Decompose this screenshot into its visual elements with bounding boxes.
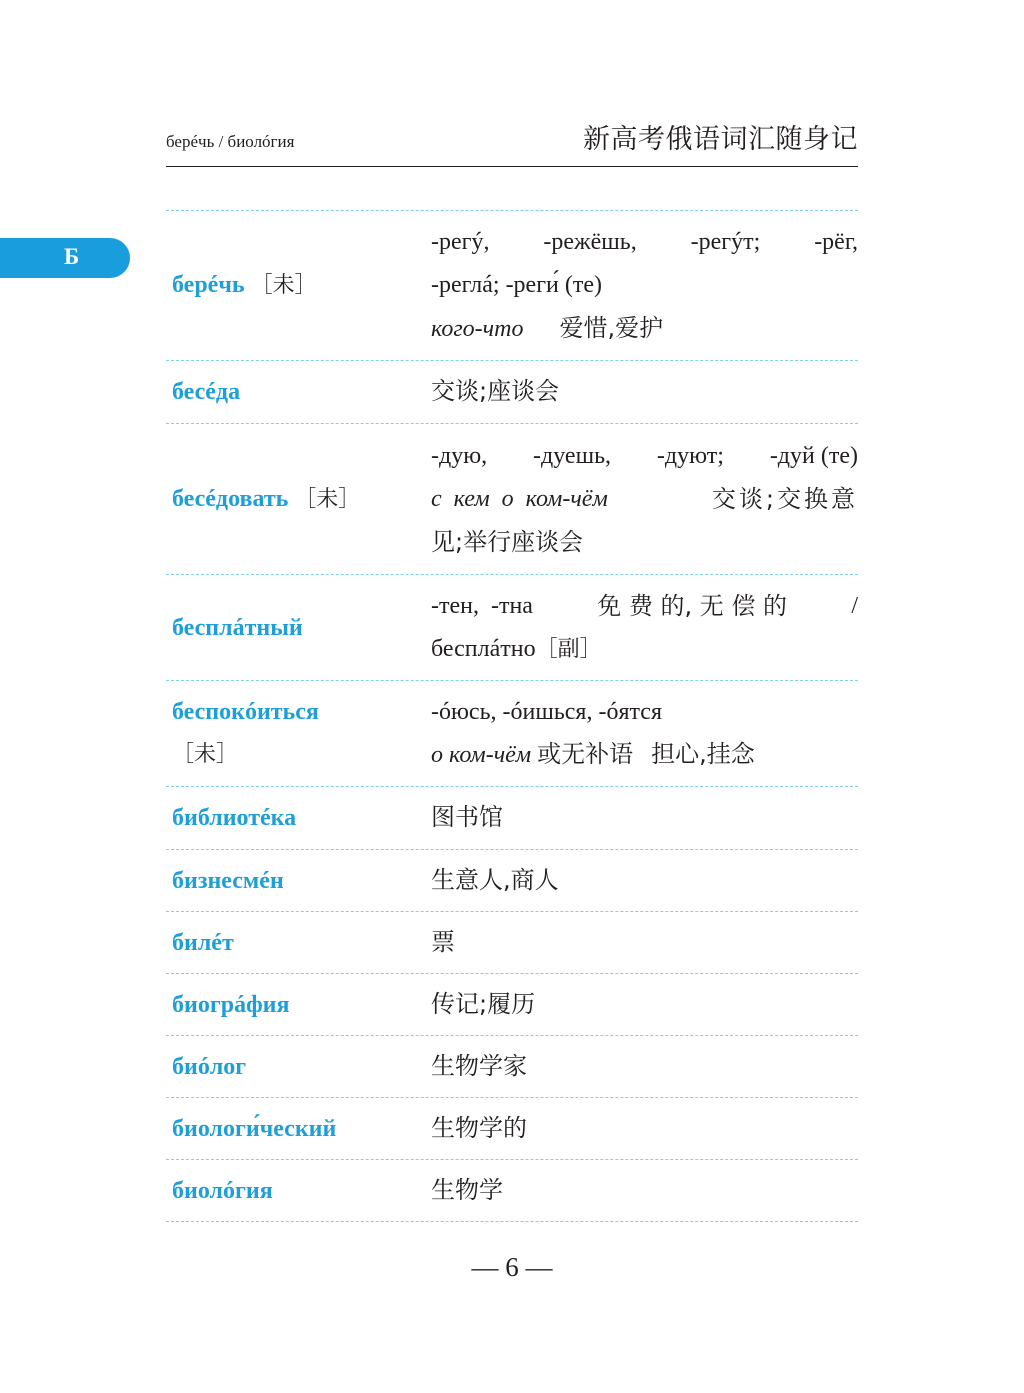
entry-head xyxy=(166,1107,431,1151)
form: -дуешь, xyxy=(533,442,612,469)
entry-besplatny xyxy=(166,575,858,681)
entry-biologiya xyxy=(166,1160,858,1222)
entry-biznesmen xyxy=(166,850,858,912)
entry-head xyxy=(166,477,431,522)
entry-head xyxy=(166,606,431,650)
meaning: 担心,挂念 xyxy=(651,740,755,768)
headword: бесéда xyxy=(172,379,241,405)
entry-body xyxy=(431,691,858,776)
entry-head xyxy=(166,691,431,776)
entry-head xyxy=(166,921,431,965)
entry-head xyxy=(166,370,431,414)
aspect-tag: ［未］ xyxy=(294,486,361,512)
form: -дую, xyxy=(431,442,488,469)
meaning-continued: 见;举行座谈会 xyxy=(431,527,584,556)
entry-biolog xyxy=(166,1036,858,1098)
entry-body xyxy=(431,983,858,1027)
headword: беспокóиться xyxy=(172,699,319,725)
entry-head xyxy=(166,859,431,903)
meaning-line xyxy=(431,733,858,776)
entry-berech xyxy=(166,211,858,361)
headword: билéт xyxy=(172,929,234,956)
headword: библиотéка xyxy=(172,805,297,831)
headword: биогрáфия xyxy=(172,991,290,1018)
entry-bilet xyxy=(166,912,858,974)
meaning: 交谈;座谈会 xyxy=(431,377,560,405)
meaning-line xyxy=(431,307,858,351)
form: -дуют; xyxy=(656,442,724,469)
adverb: бесплáтно xyxy=(431,635,536,662)
meaning: 免 费 的, 无 偿 的 xyxy=(597,591,788,620)
entry-body xyxy=(431,221,858,351)
entry-head xyxy=(166,983,431,1027)
form: -режёшь, xyxy=(543,228,637,255)
letter-tab-label: Б xyxy=(64,244,80,269)
entry-body xyxy=(431,921,858,965)
slash: / xyxy=(851,592,858,619)
government: о ком-чём xyxy=(431,742,532,768)
forms-line xyxy=(431,221,858,264)
running-head xyxy=(166,118,858,167)
headword: биологи́ческий xyxy=(172,1115,337,1142)
entry-biografiya xyxy=(166,974,858,1036)
meaning: 生意人,商人 xyxy=(431,865,559,894)
form: -дуй (те) xyxy=(769,442,858,469)
aspect-tag: ［未］ xyxy=(172,742,239,767)
headword: бизнесмéн xyxy=(172,867,284,894)
government: с кем о ком-чём xyxy=(431,485,608,512)
entry-body xyxy=(431,859,858,903)
form: -регýт; xyxy=(690,228,761,255)
entry-body xyxy=(431,435,858,564)
entry-head xyxy=(166,1169,431,1213)
forms-line xyxy=(431,585,858,628)
meaning: 生物学的 xyxy=(431,1113,527,1142)
page-range: берéчь / биолóгия xyxy=(166,132,295,151)
entry-head xyxy=(166,263,431,308)
meaning: 票 xyxy=(431,927,455,956)
entry-beseda xyxy=(166,361,858,424)
headword: бесплáтный xyxy=(172,614,303,641)
entry-body xyxy=(431,796,858,840)
meaning: 图书馆 xyxy=(431,803,503,831)
aspect-tag: ［未］ xyxy=(250,273,317,298)
form: -рёг, xyxy=(814,228,858,255)
meaning: 传记;履历 xyxy=(431,989,536,1018)
meaning: 生物学家 xyxy=(431,1051,527,1080)
entry-body xyxy=(431,1045,858,1089)
meaning: 生物学 xyxy=(431,1175,503,1204)
government-note: 或无补语 xyxy=(537,740,634,768)
entry-body xyxy=(431,1169,858,1213)
headword: биóлог xyxy=(172,1053,247,1080)
government: кого-что xyxy=(431,315,524,342)
headword: биолóгия xyxy=(172,1177,273,1204)
entry-body xyxy=(431,370,858,414)
entry-biblioteka xyxy=(166,787,858,850)
entry-body xyxy=(431,585,858,671)
adverb-line xyxy=(431,628,858,671)
letter-tab xyxy=(0,238,130,278)
forms-line: -óюсь, -óишься, -óятся xyxy=(431,699,662,725)
headword: бесéдовать xyxy=(172,485,289,512)
forms-line xyxy=(431,435,858,478)
form: -регý, xyxy=(431,228,490,255)
entry-head xyxy=(166,1045,431,1089)
short-forms: -тен, -тна xyxy=(431,592,533,619)
meaning-line xyxy=(431,478,858,521)
forms-line: -реглá; -реги́ (те) xyxy=(431,271,603,298)
entry-head xyxy=(166,796,431,840)
headword: берéчь xyxy=(172,272,245,298)
entry-body xyxy=(431,1107,858,1151)
meaning: 交谈;交换意 xyxy=(711,484,858,513)
page-number: — 6 — xyxy=(471,1252,553,1282)
entry-bespokoitsya xyxy=(166,681,858,787)
adverb-tag: ［副］ xyxy=(535,636,602,662)
vocabulary-list xyxy=(166,210,858,1222)
entry-biologichesky xyxy=(166,1098,858,1160)
meaning: 爱惜,爱护 xyxy=(559,313,664,342)
book-title: 新高考俄语词汇随身记 xyxy=(583,124,858,155)
entry-besedovat xyxy=(166,424,858,575)
